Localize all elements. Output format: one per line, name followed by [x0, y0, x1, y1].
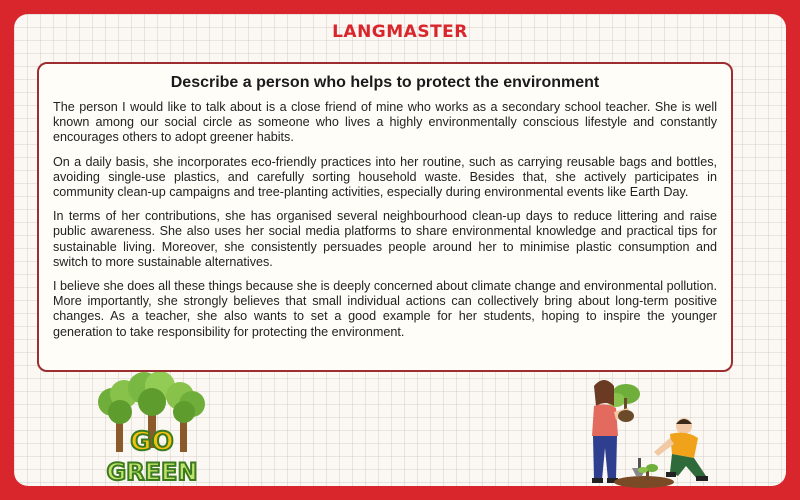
- people-planting-illustration: [566, 372, 726, 490]
- go-green-illustration: [92, 372, 212, 490]
- answer-paragraph-3: In terms of her contributions, she has organised several neighbourhood clean-up days to reduce littering and raise public awareness. She also uses her social media platforms to share environmental knowledge and practical tips for sustainable living. Moreover, she consistently persuades people around her to minimise plastic consumption and switch to more sustainable alternatives.: [53, 209, 717, 269]
- answer-paragraph-2: On a daily basis, she incorporates eco-friendly practices into her routine, such as carrying reusable bags and bottles, avoiding single-use plastics, and carefully sorting household waste. Besides that, she actively participates in community clean-up campaigns and tree-planting activities, especially during environmental events like Earth Day.: [53, 154, 717, 200]
- go-text: GO: [130, 427, 174, 457]
- answer-title: Describe a person who helps to protect the environment: [170, 74, 600, 91]
- brand-logo: [0, 22, 800, 42]
- brand-logo-part2: MASTER: [386, 22, 468, 42]
- green-text: GREEN: [106, 458, 198, 486]
- answer-card: [37, 62, 733, 372]
- brand-logo-part1: LANG: [332, 22, 387, 42]
- answer-paragraph-4: I believe she does all these things because she is deeply concerned about climate change and environmental pollution. More importantly, she strongly believes that small individual actions can collectively bring about long-term positive changes. As a teacher, she also wants to set a good example for her students, hoping to inspire the younger generation to take responsibility for protecting the environment.: [53, 279, 717, 339]
- answer-paragraph-1: The person I would like to talk about is a close friend of mine who works as a secondary school teacher. She is well known among our social circle as someone who lives a highly environmentally conscious lifestyle and constantly encourages others to adopt greener habits.: [53, 100, 717, 145]
- soil-mound-icon: [614, 464, 674, 488]
- woman-holding-plant-icon: [592, 380, 640, 483]
